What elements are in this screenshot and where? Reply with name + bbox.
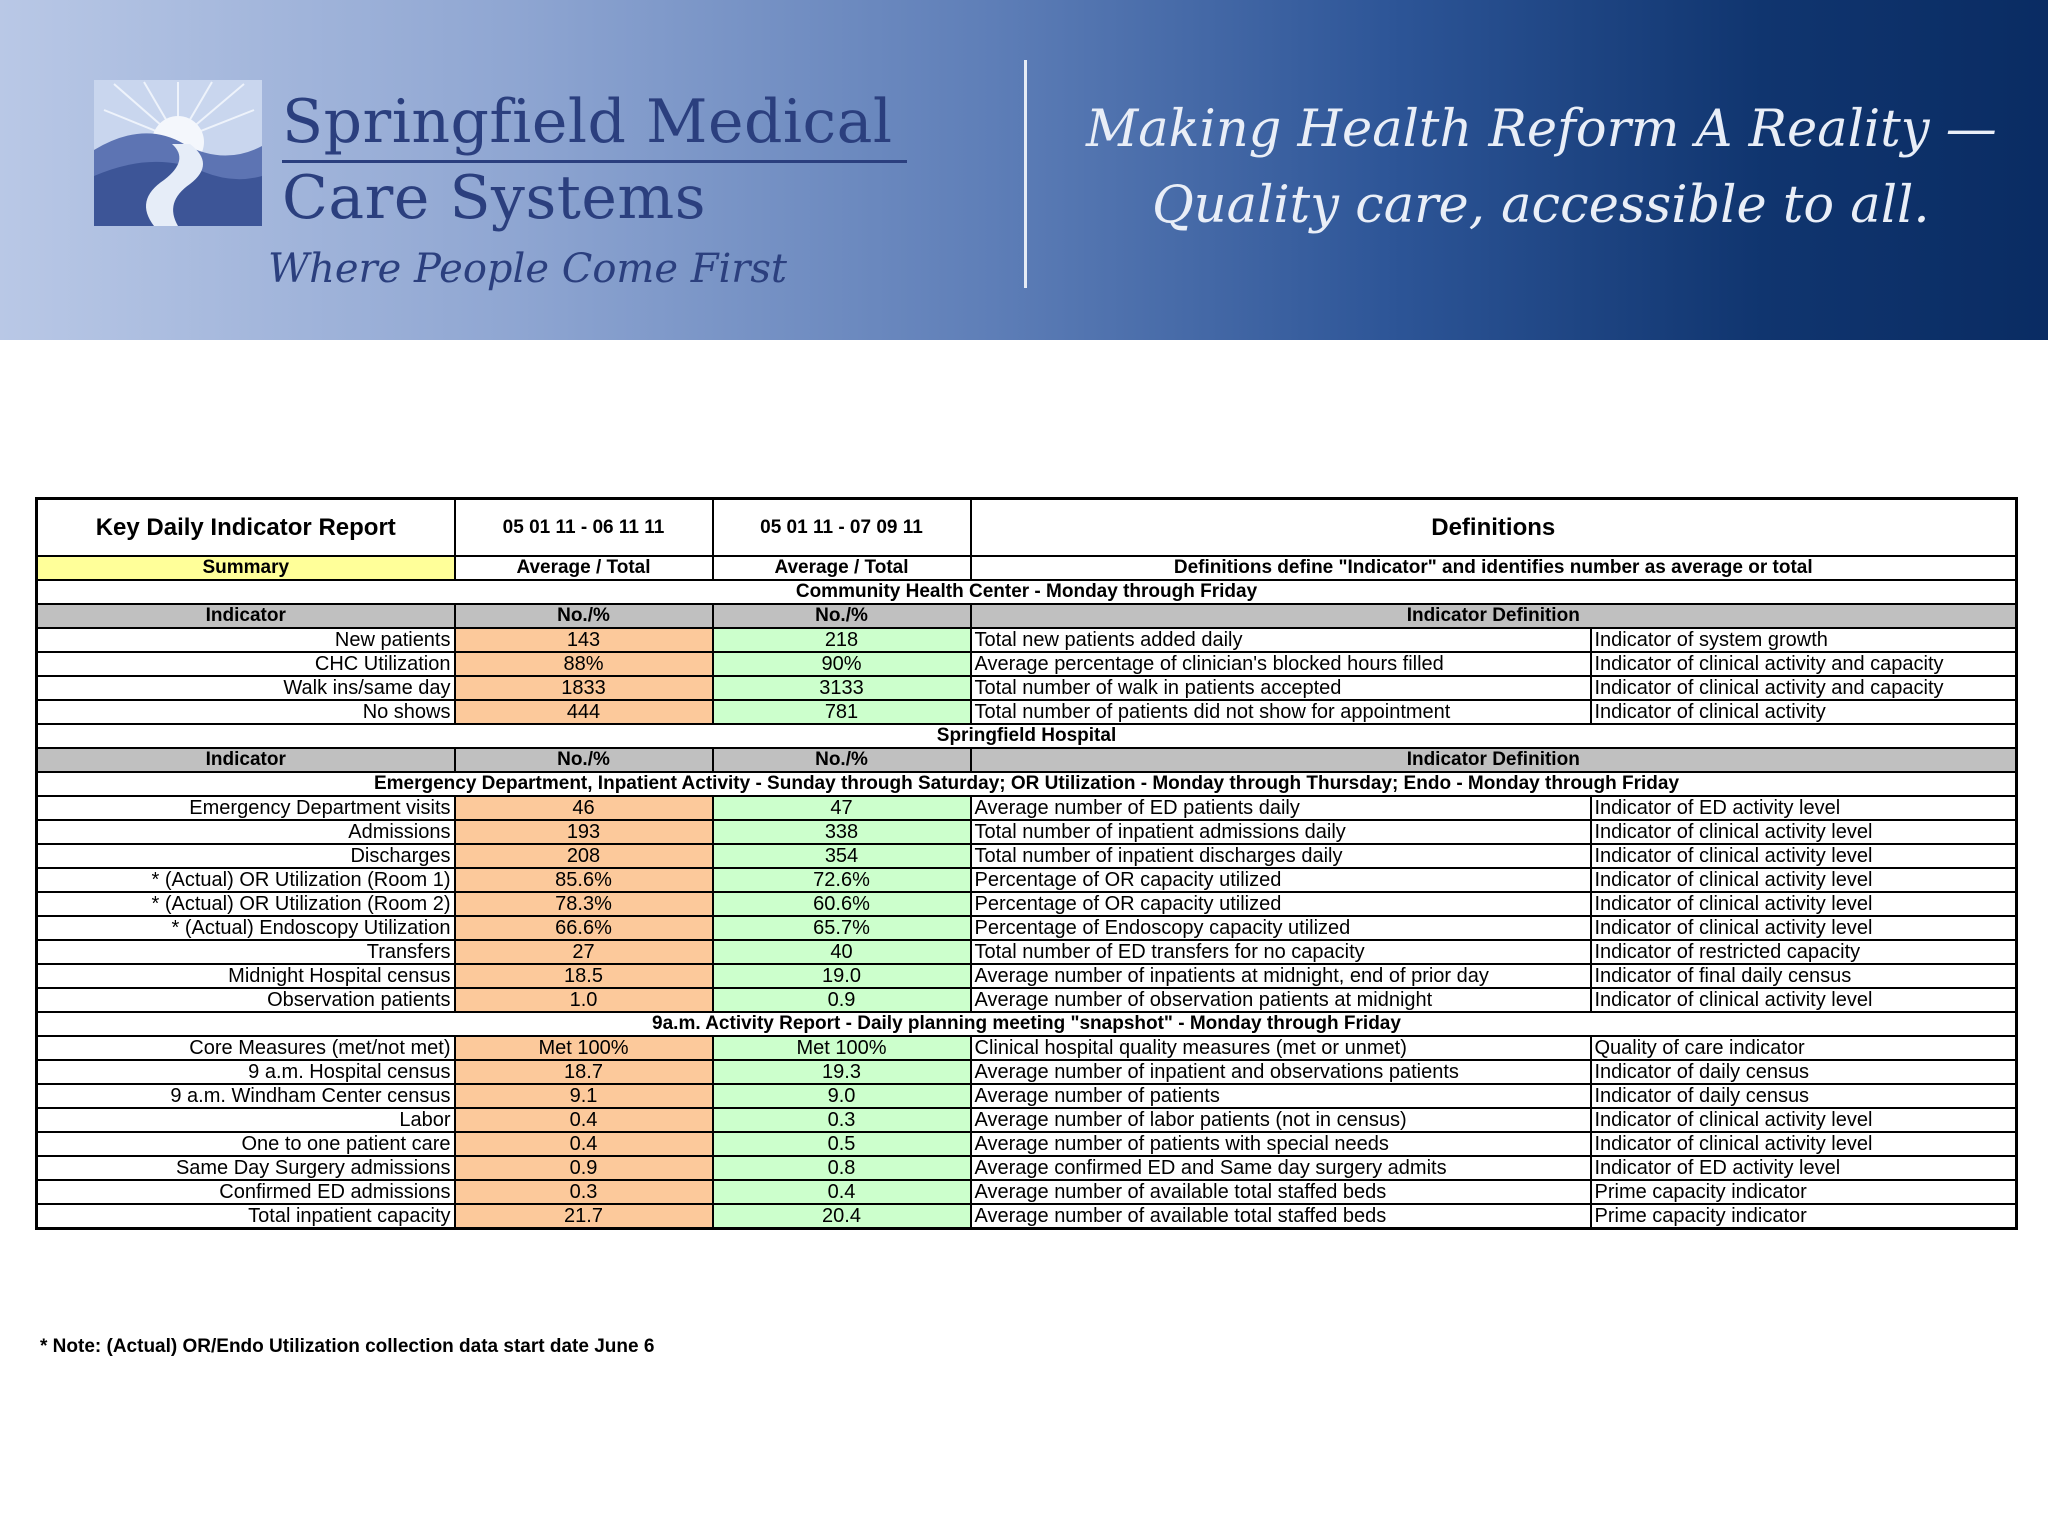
value-period1-cell: 85.6% [455, 868, 713, 892]
indicator-type-cell: Prime capacity indicator [1591, 1180, 2017, 1204]
indicator-type-cell: Indicator of ED activity level [1591, 1156, 2017, 1180]
definition-cell: Average number of inpatients at midnight, end of prior day [971, 964, 1591, 988]
value-period1-cell: 0.4 [455, 1132, 713, 1156]
summary-row [37, 556, 2017, 580]
footnote: * Note: (Actual) OR/Endo Utilization collection data start date June 6 [40, 1336, 655, 1357]
indicator-type-cell: Prime capacity indicator [1591, 1204, 2017, 1229]
chc-column-header-row [37, 604, 2017, 628]
hosp-col-definition: Indicator Definition [971, 748, 2017, 772]
value-period1-cell: 208 [455, 844, 713, 868]
table-row [37, 1204, 2017, 1229]
chc-col-indicator: Indicator [37, 604, 455, 628]
indicator-type-cell: Indicator of system growth [1591, 628, 2017, 652]
value-period1-cell: 9.1 [455, 1084, 713, 1108]
indicator-cell: 9 a.m. Windham Center census [37, 1084, 455, 1108]
hosp-col-no1: No./% [455, 748, 713, 772]
definition-cell: Percentage of OR capacity utilized [971, 868, 1591, 892]
indicator-type-cell: Indicator of final daily census [1591, 964, 2017, 988]
value-period2-cell: 65.7% [713, 916, 971, 940]
definition-cell: Average number of inpatient and observations patients [971, 1060, 1591, 1084]
indicator-type-cell: Indicator of clinical activity level [1591, 1132, 2017, 1156]
chc-col-no1: No./% [455, 604, 713, 628]
activity-section-row [37, 1012, 2017, 1036]
indicator-type-cell: Indicator of clinical activity and capacity [1591, 676, 2017, 700]
value-period2-cell: 0.9 [713, 988, 971, 1012]
value-period1-cell: 27 [455, 940, 713, 964]
table-row [37, 916, 2017, 940]
value-period1-cell: 78.3% [455, 892, 713, 916]
table-row [37, 892, 2017, 916]
indicator-cell: Emergency Department visits [37, 796, 455, 820]
indicator-type-cell: Indicator of clinical activity level [1591, 868, 2017, 892]
definitions-note: Definitions define "Indicator" and identifies number as average or total [971, 556, 2017, 580]
definition-cell: Percentage of Endoscopy capacity utilized [971, 916, 1591, 940]
slogan-line1: Making Health Reform A Reality — [1086, 100, 1997, 159]
value-period1-cell: 18.5 [455, 964, 713, 988]
table-row [37, 868, 2017, 892]
value-period2-cell: 9.0 [713, 1084, 971, 1108]
indicator-cell: Discharges [37, 844, 455, 868]
value-period1-cell: 0.3 [455, 1180, 713, 1204]
indicator-cell: * (Actual) Endoscopy Utilization [37, 916, 455, 940]
indicator-cell: Midnight Hospital census [37, 964, 455, 988]
indicator-type-cell: Indicator of clinical activity [1591, 700, 2017, 724]
indicator-type-cell: Indicator of clinical activity level [1591, 1108, 2017, 1132]
hospital-section-title: Springfield Hospital [37, 724, 2017, 748]
report-title: Key Daily Indicator Report [37, 499, 455, 557]
value-period2-cell: Met 100% [713, 1036, 971, 1060]
value-period2-cell: 0.5 [713, 1132, 971, 1156]
table-row [37, 820, 2017, 844]
report-container [35, 497, 2015, 1230]
chc-section-row [37, 580, 2017, 604]
summary-label: Summary [37, 556, 455, 580]
indicator-type-cell: Indicator of clinical activity and capacity [1591, 652, 2017, 676]
indicator-type-cell: Indicator of daily census [1591, 1060, 2017, 1084]
value-period2-cell: 19.0 [713, 964, 971, 988]
value-period1-cell: 88% [455, 652, 713, 676]
value-period2-cell: 3133 [713, 676, 971, 700]
table-row [37, 988, 2017, 1012]
indicator-type-cell: Indicator of daily census [1591, 1084, 2017, 1108]
indicator-cell: New patients [37, 628, 455, 652]
indicator-cell: * (Actual) OR Utilization (Room 2) [37, 892, 455, 916]
hospital-column-header-row [37, 748, 2017, 772]
indicator-type-cell: Indicator of clinical activity level [1591, 844, 2017, 868]
chc-section-title: Community Health Center - Monday through Friday [37, 580, 2017, 604]
table-row [37, 964, 2017, 988]
value-period1-cell: 1833 [455, 676, 713, 700]
avg-total-period1: Average / Total [455, 556, 713, 580]
table-row [37, 940, 2017, 964]
value-period2-cell: 338 [713, 820, 971, 844]
value-period2-cell: 47 [713, 796, 971, 820]
value-period2-cell: 354 [713, 844, 971, 868]
indicator-type-cell: Indicator of clinical activity level [1591, 892, 2017, 916]
indicator-type-cell: Quality of care indicator [1591, 1036, 2017, 1060]
value-period2-cell: 0.8 [713, 1156, 971, 1180]
indicator-cell: Core Measures (met/not met) [37, 1036, 455, 1060]
value-period2-cell: 19.3 [713, 1060, 971, 1084]
definition-cell: Total number of inpatient admissions daily [971, 820, 1591, 844]
value-period1-cell: 18.7 [455, 1060, 713, 1084]
indicator-cell: Observation patients [37, 988, 455, 1012]
key-daily-indicator-table [35, 497, 2018, 1230]
definition-cell: Percentage of OR capacity utilized [971, 892, 1591, 916]
definitions-header: Definitions [971, 499, 2017, 557]
table-row [37, 1108, 2017, 1132]
hosp-col-no2: No./% [713, 748, 971, 772]
indicator-type-cell: Indicator of restricted capacity [1591, 940, 2017, 964]
value-period2-cell: 20.4 [713, 1204, 971, 1229]
value-period1-cell: 1.0 [455, 988, 713, 1012]
table-row [37, 796, 2017, 820]
definition-cell: Total number of walk in patients accepted [971, 676, 1591, 700]
springfield-logo-icon [94, 80, 262, 226]
value-period1-cell: 143 [455, 628, 713, 652]
value-period1-cell: 193 [455, 820, 713, 844]
value-period2-cell: 90% [713, 652, 971, 676]
report-header-row [37, 499, 2017, 557]
indicator-cell: No shows [37, 700, 455, 724]
indicator-cell: Walk ins/same day [37, 676, 455, 700]
hospital-section-row [37, 724, 2017, 748]
indicator-cell: Confirmed ED admissions [37, 1180, 455, 1204]
avg-total-period2: Average / Total [713, 556, 971, 580]
banner-divider [1024, 60, 1027, 288]
definition-cell: Clinical hospital quality measures (met or unmet) [971, 1036, 1591, 1060]
indicator-cell: Same Day Surgery admissions [37, 1156, 455, 1180]
indicator-cell: 9 a.m. Hospital census [37, 1060, 455, 1084]
period1-header: 05 01 11 - 06 11 11 [455, 499, 713, 557]
indicator-type-cell: Indicator of clinical activity level [1591, 820, 2017, 844]
definition-cell: Total new patients added daily [971, 628, 1591, 652]
brand-name-line1: Springfield Medical [282, 87, 893, 157]
value-period2-cell: 60.6% [713, 892, 971, 916]
value-period1-cell: 444 [455, 700, 713, 724]
value-period1-cell: 0.9 [455, 1156, 713, 1180]
definition-cell: Average number of available total staffed beds [971, 1180, 1591, 1204]
table-row [37, 1132, 2017, 1156]
ed-section-title: Emergency Department, Inpatient Activity - Sunday through Saturday; OR Utilization - Monday through Thursday; Endo - Monday through Friday [37, 772, 2017, 796]
value-period1-cell: 46 [455, 796, 713, 820]
value-period1-cell: 66.6% [455, 916, 713, 940]
definition-cell: Average number of available total staffed beds [971, 1204, 1591, 1229]
value-period2-cell: 40 [713, 940, 971, 964]
activity-section-title: 9a.m. Activity Report - Daily planning meeting "snapshot" - Monday through Friday [37, 1012, 2017, 1036]
header-banner [0, 0, 2048, 340]
value-period1-cell: 21.7 [455, 1204, 713, 1229]
indicator-cell: One to one patient care [37, 1132, 455, 1156]
table-row [37, 1084, 2017, 1108]
value-period2-cell: 218 [713, 628, 971, 652]
indicator-type-cell: Indicator of clinical activity level [1591, 916, 2017, 940]
chc-col-definition: Indicator Definition [971, 604, 2017, 628]
value-period2-cell: 72.6% [713, 868, 971, 892]
value-period2-cell: 0.3 [713, 1108, 971, 1132]
table-row [37, 628, 2017, 652]
indicator-cell: Admissions [37, 820, 455, 844]
indicator-cell: * (Actual) OR Utilization (Room 1) [37, 868, 455, 892]
definition-cell: Average number of patients with special needs [971, 1132, 1591, 1156]
definition-cell: Total number of inpatient discharges daily [971, 844, 1591, 868]
definition-cell: Average number of observation patients at midnight [971, 988, 1591, 1012]
definition-cell: Total number of patients did not show for appointment [971, 700, 1591, 724]
report-table-body [37, 499, 2017, 1229]
table-row [37, 676, 2017, 700]
definition-cell: Average confirmed ED and Same day surgery admits [971, 1156, 1591, 1180]
slogan-line2: Quality care, accessible to all. [1152, 176, 1930, 235]
definition-cell: Average number of ED patients daily [971, 796, 1591, 820]
definition-cell: Average number of labor patients (not in census) [971, 1108, 1591, 1132]
value-period2-cell: 0.4 [713, 1180, 971, 1204]
value-period1-cell: Met 100% [455, 1036, 713, 1060]
brand-tagline: Where People Come First [268, 246, 787, 292]
table-row [37, 1060, 2017, 1084]
value-period1-cell: 0.4 [455, 1108, 713, 1132]
definition-cell: Average number of patients [971, 1084, 1591, 1108]
brand-name-line2: Care Systems [282, 163, 707, 233]
indicator-cell: CHC Utilization [37, 652, 455, 676]
period2-header: 05 01 11 - 07 09 11 [713, 499, 971, 557]
indicator-cell: Labor [37, 1108, 455, 1132]
ed-section-row [37, 772, 2017, 796]
hosp-col-indicator: Indicator [37, 748, 455, 772]
table-row [37, 1180, 2017, 1204]
table-row [37, 844, 2017, 868]
indicator-type-cell: Indicator of clinical activity level [1591, 988, 2017, 1012]
indicator-cell: Transfers [37, 940, 455, 964]
value-period2-cell: 781 [713, 700, 971, 724]
table-row [37, 652, 2017, 676]
table-row [37, 1156, 2017, 1180]
chc-col-no2: No./% [713, 604, 971, 628]
definition-cell: Average percentage of clinician's blocked hours filled [971, 652, 1591, 676]
table-row [37, 700, 2017, 724]
table-row [37, 1036, 2017, 1060]
indicator-cell: Total inpatient capacity [37, 1204, 455, 1229]
indicator-type-cell: Indicator of ED activity level [1591, 796, 2017, 820]
definition-cell: Total number of ED transfers for no capacity [971, 940, 1591, 964]
